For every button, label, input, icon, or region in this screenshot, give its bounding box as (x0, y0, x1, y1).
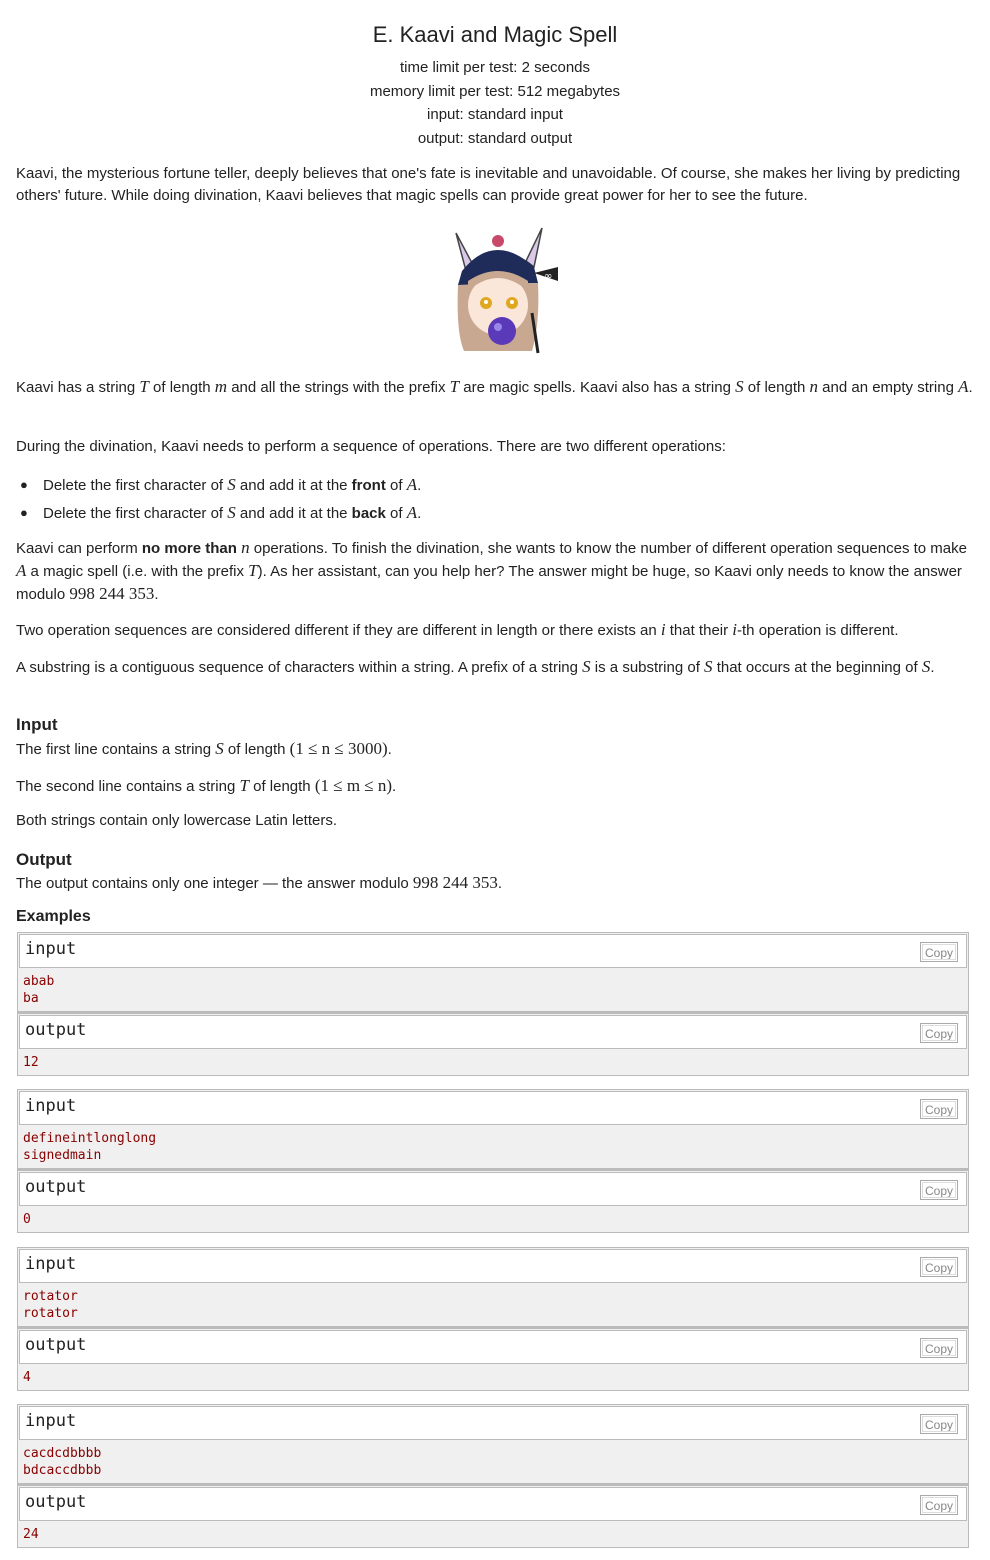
input-label: input (25, 939, 77, 959)
copy-button[interactable]: Copy (920, 1338, 958, 1358)
example-block (17, 932, 969, 1076)
example-output-header (19, 1172, 967, 1206)
kaavi-illustration (434, 223, 560, 357)
operations-list (16, 471, 974, 527)
output-file: output: standard output (417, 129, 573, 147)
example-output-header (19, 1487, 967, 1521)
divider (18, 1483, 968, 1486)
copy-button[interactable]: Copy (920, 1414, 958, 1434)
problem-limits (16, 56, 974, 150)
output-label: output (25, 1492, 87, 1512)
time-limit: time limit per test: 2 seconds (399, 59, 591, 76)
copy-button[interactable]: Copy (920, 942, 958, 962)
copy-button[interactable]: Copy (920, 1099, 958, 1119)
input-label: input (25, 1411, 77, 1431)
problem-header (16, 20, 974, 150)
substring-paragraph: A substring is a contiguous sequence of characters within a string. A prefix of a string S is a substring of S that occurs at the beginning of S. (16, 657, 935, 676)
memory-limit: memory limit per test: 512 megabytes (369, 82, 621, 100)
example-input: defineintlonglong signedmain (23, 1131, 157, 1163)
example-input-header (19, 1249, 967, 1283)
example-output-header (19, 1330, 967, 1364)
copy-button[interactable]: Copy (920, 1257, 958, 1277)
input-line-2: The second line contains a string T of length (1 ≤ m ≤ n). (16, 776, 397, 795)
output-label: output (25, 1177, 87, 1197)
example-block (17, 1247, 969, 1391)
example-output: 4 (23, 1370, 31, 1385)
task-paragraph: Kaavi can perform no more than n operations. To finish the divination, she wants to know the number of different operation sequences to make A a magic spell (i.e. with the prefix T). As her assistant, can you help her? The answer might be huge, so Kaavi only needs to know the answer modulo 998 244 353. (16, 538, 967, 603)
example-input: rotator rotator (23, 1289, 78, 1321)
divider (18, 1168, 968, 1171)
svg-text:∞: ∞ (544, 271, 553, 282)
problem-page (16, 0, 974, 1542)
example-block (17, 1404, 969, 1548)
input-label: input (25, 1096, 77, 1116)
output-label: output (25, 1020, 87, 1040)
example-output: 24 (23, 1527, 39, 1542)
problem-title: E. Kaavi and Magic Spell (372, 22, 618, 47)
difference-paragraph: Two operation sequences are considered different if they are different in length or there exists an i that their i-th operation is different. (16, 620, 899, 639)
input-file: input: standard input (427, 106, 563, 123)
divider (18, 1326, 968, 1329)
output-label: output (25, 1335, 87, 1355)
example-output: 0 (23, 1212, 31, 1227)
strings-paragraph: Kaavi has a string T of length m and all the strings with the prefix T are magic spells. Kaavi also has a string S of length n and an empty string A. (16, 377, 973, 396)
example-block (17, 1089, 969, 1233)
copy-button[interactable]: Copy (920, 1180, 958, 1200)
example-input-header (19, 934, 967, 968)
output-title: Output (16, 850, 72, 869)
example-input-header (19, 1406, 967, 1440)
examples-title: Examples (16, 908, 91, 925)
output-line-1: The output contains only one integer — the answer modulo 998 244 353. (16, 873, 503, 892)
input-line-3: Both strings contain only lowercase Latin letters. (16, 812, 337, 829)
copy-button[interactable]: Copy (920, 1023, 958, 1043)
example-output: 12 (23, 1055, 39, 1070)
example-input: cacdcdbbbb bdcaccdbbb (23, 1446, 102, 1478)
copy-button[interactable]: Copy (920, 1495, 958, 1515)
example-input-header (19, 1091, 967, 1125)
operations-intro: During the divination, Kaavi needs to perform a sequence of operations. There are two different operations: (16, 438, 726, 455)
input-line-1: The first line contains a string S of length (1 ≤ n ≤ 3000). (16, 739, 392, 758)
intro-paragraph: Kaavi, the mysterious fortune teller, deeply believes that one's fate is inevitable and unavoidable. Of course, she makes her living by predicting others' future. While doing divination, Kaavi believes that magic spells can provide great power for her to see the future. (16, 165, 961, 204)
input-label: input (25, 1254, 77, 1274)
example-output-header (19, 1015, 967, 1049)
example-input: abab ba (23, 974, 55, 1006)
input-title: Input (16, 715, 58, 734)
list-item: ● Delete the first character of S and add it at the back of A. (20, 503, 422, 522)
divider (18, 1011, 968, 1014)
list-item: ● Delete the first character of S and add it at the front of A. (20, 475, 422, 494)
